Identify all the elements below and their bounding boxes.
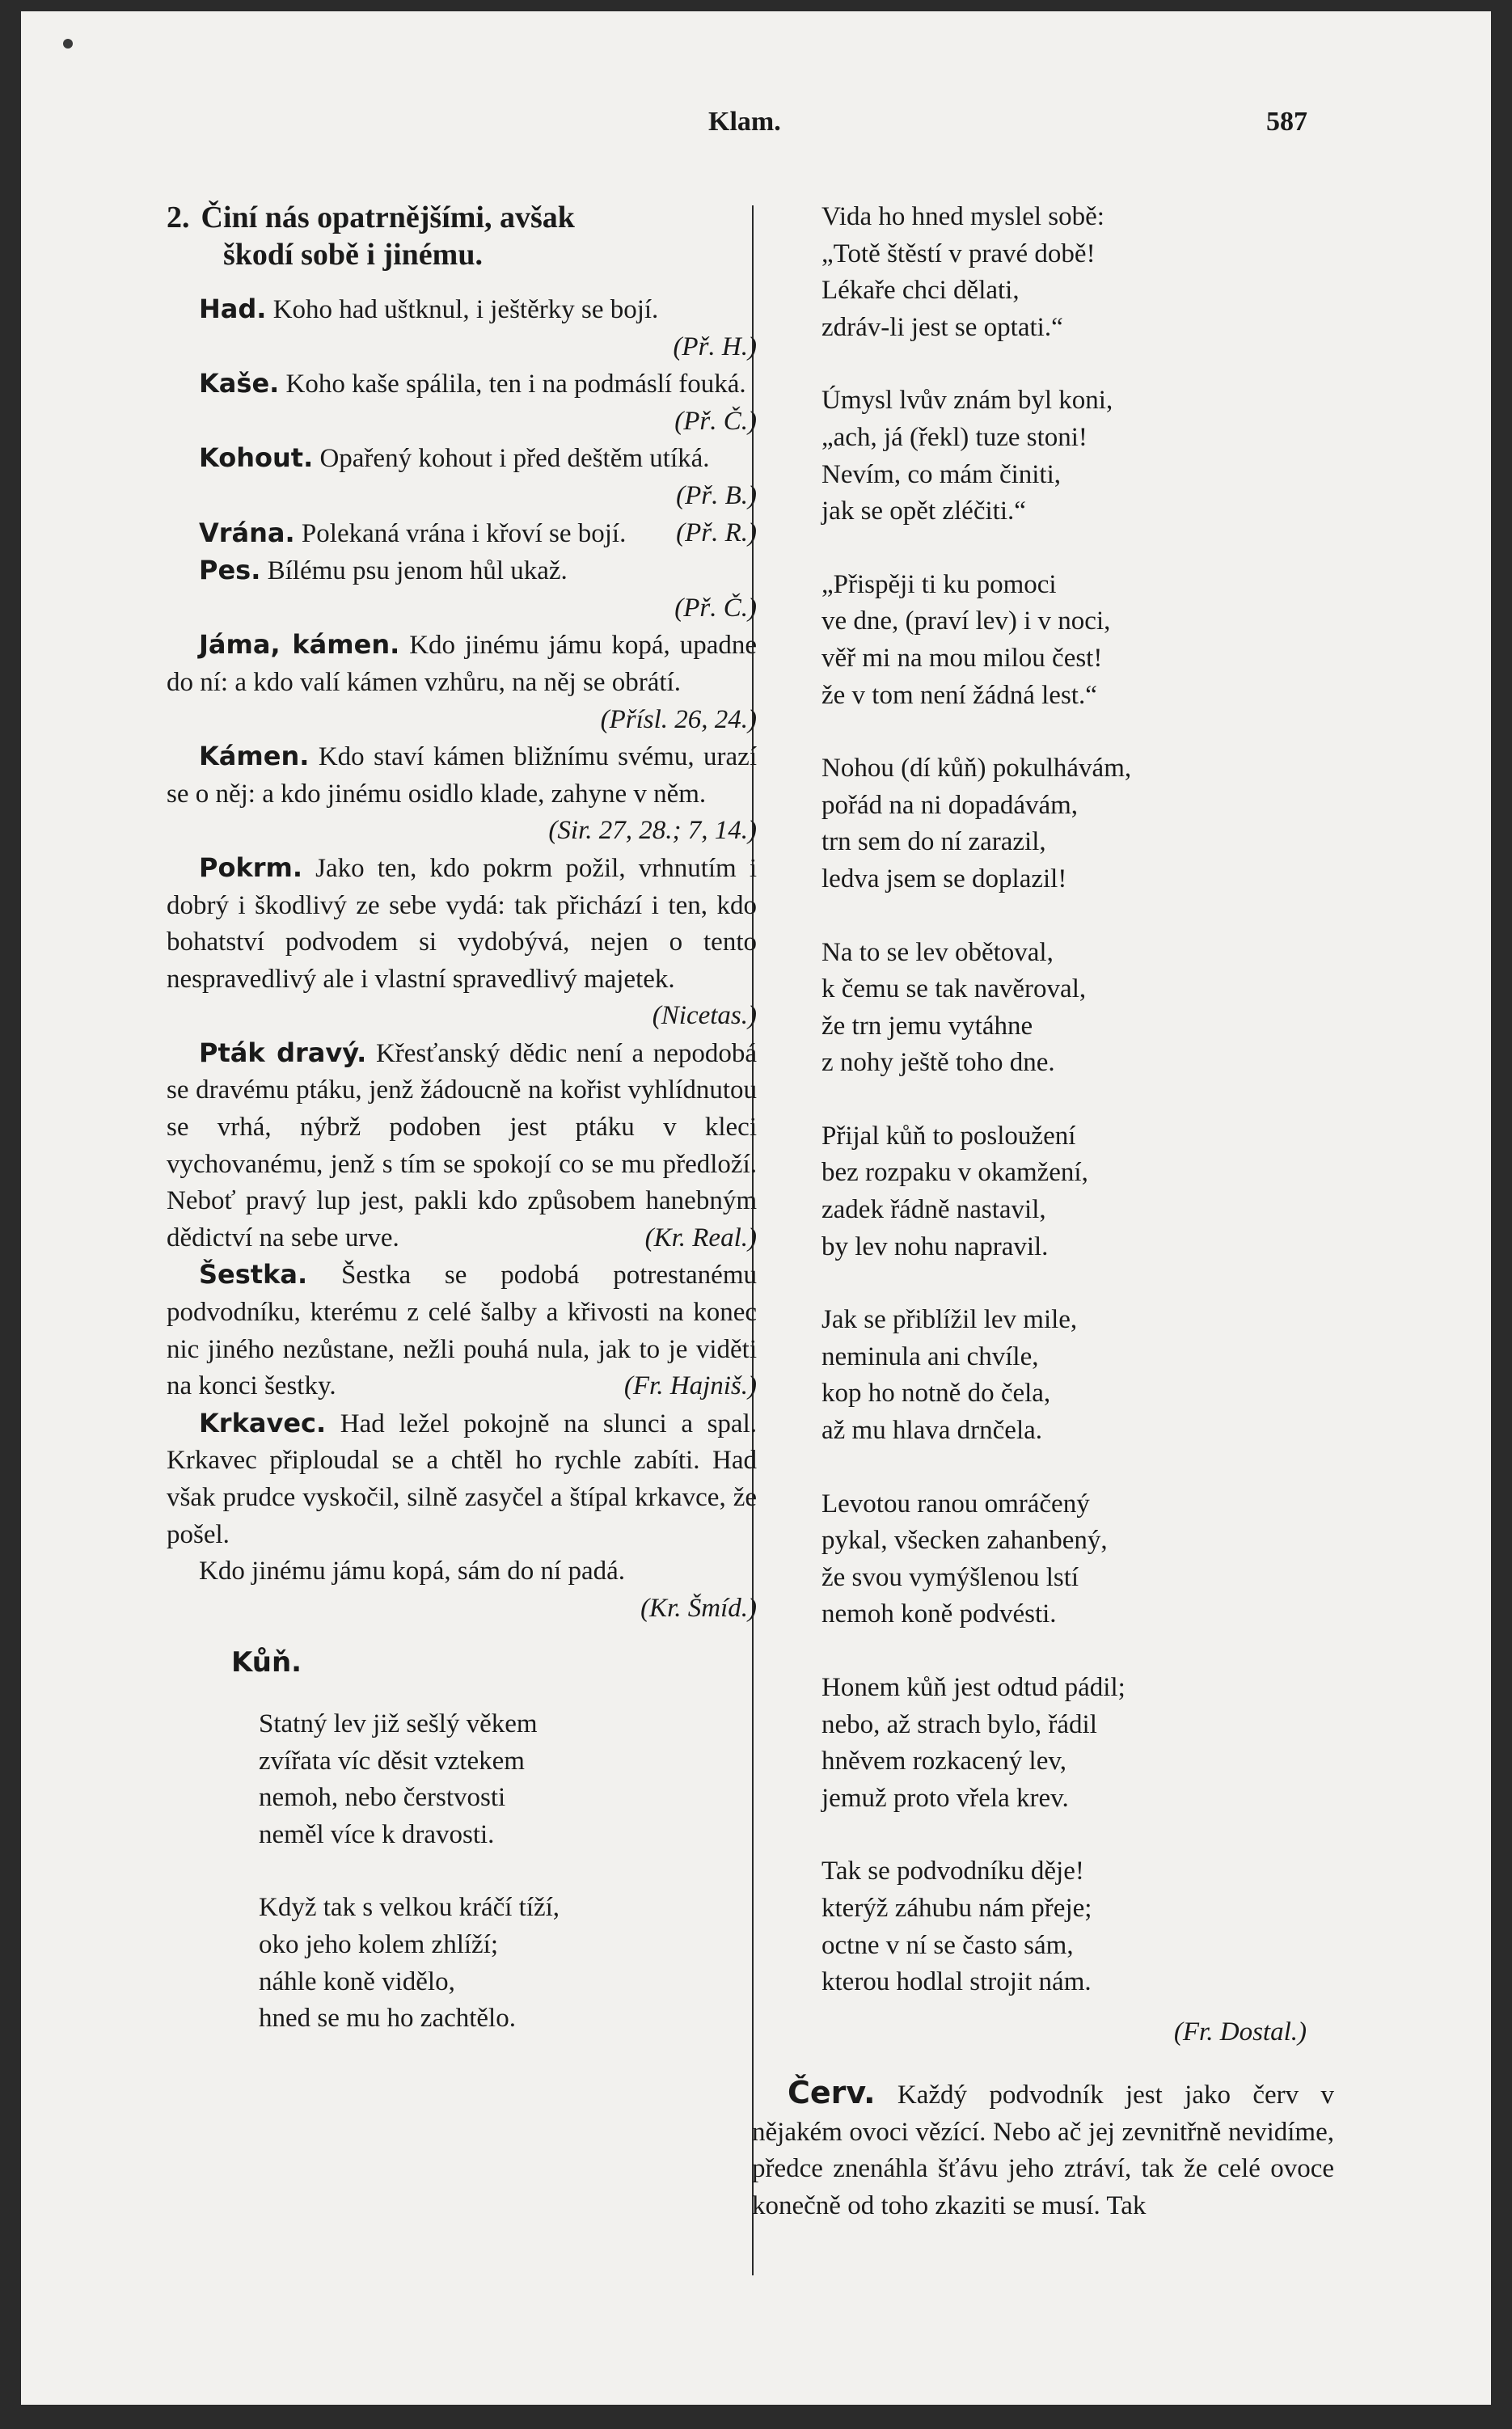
- poem-stanza-left-2: Když tak s velkou kráčí tíží, oko jeho kolem zhlíží; náhle koně vidělo, hned se mu ho zachtělo.: [259, 1893, 560, 2034]
- poem-stanza-right-2: Úmysl lvův znám byl koni, „ach, já (řekl) tuze stoni! Nevím, co mám činiti, jak se opět zléčiti.“: [821, 386, 1113, 526]
- entry-jama-kamen: Jáma, kámen. Kdo jinému jámu kopá, upadne do ní: a kdo valí kámen vzhůru, na něj se obrátí. (Přísl. 26, 24.): [167, 629, 758, 734]
- poem-stanza-right-1: Vida ho hned myslel sobě: „Totě štěstí v pravé době! Lékaře chci dělati, zdráv-li jest se optati.“: [821, 202, 1104, 342]
- poem-stanza-right-8: Levotou ranou omráčený pykal, všecken zahanbený, že svou vymýšlenou lstí nemoh koně podvésti.: [821, 1489, 1108, 1629]
- poem-stanza-right-3: „Přispěji ti ku pomoci ve dne, (praví lev) i v noci, věř mi na mou milou čest! že v tom není žádná lest.“: [821, 569, 1111, 710]
- poem-stanza-right-5: Na to se lev obětoval, k čemu se tak navěroval, že trn jemu vytáhne z nohy ještě toho dne.: [821, 937, 1087, 1078]
- running-head: [21, 107, 1491, 139]
- poem-stanza-right-4: Nohou (dí kůň) pokulhávám, pořád na ni dopadávám, trn sem do ní zarazil, ledva jsem se doplazil!: [821, 754, 1132, 893]
- poem-stanza-right-9: Honem kůň jest odtud pádil; nebo, až strach bylo, řádil hněvem rozkacený lev, jemuž proto vřela krev.: [821, 1673, 1126, 1813]
- book-page: [21, 11, 1491, 2405]
- entry-vrana: Vrána. Polekaná vrána i křoví se bojí. (Př. R.): [199, 517, 757, 548]
- poem-stanza-right-6: Přijal kůň to posloužení bez rozpaku v okamžení, zadek řádně nastavil, by lev nohu napravil.: [821, 1121, 1088, 1261]
- poem-stanza-right-7: Jak se přiblížil lev mile, neminula ani chvíle, kop ho notně do čela, až mu hlava drnčela.: [821, 1305, 1078, 1446]
- page-number: 587: [1266, 107, 1307, 137]
- entry-ptak-dravy: Pták dravý. Křesťanský dědic není a nepodobá se dravému ptáku, jenž žádoucně na kořist vyhlídnutou se vrhá, nýbrž podoben jest ptáku v kleci vychovanému, jenž s tím se spokojí co se mu předloží. Neboť pravý lup jest, pakli kdo způsobem hanebným dědictví na sebe urve. (Kr. Real.): [167, 1037, 757, 1253]
- poem-title: Kůň.: [231, 1646, 302, 1679]
- entry-cerv: Červ. Každý podvodník jest jako červ v nějakém ovoci vězící. Nebo ač jej zevnitřně nevidíme, předce znenáhla šťávu jeho ztráví, tak že celé ovoce konečně od toho zkaziti se musí. Tak: [752, 2075, 1335, 2220]
- entry-kase: Kaše. Koho kaše spálila, ten i na podmáslí fouká. (Př. Č.): [199, 368, 757, 436]
- entry-kohout: Kohout. Opařený kohout i před deštěm utíká. (Př. B.): [199, 442, 757, 510]
- right-column: [821, 199, 1307, 2051]
- entry-had: Had. Koho had uštknul, i ještěrky se bojí. (Př. H.): [199, 294, 757, 361]
- poem-stanza-right-10: Tak se podvodníku děje! kterýž záhubu nám přeje; octne v ní se často sám, kterou hodlal strojit nám.: [821, 1857, 1092, 1997]
- entry-krkavec: Krkavec. Had ležel pokojně na slunci a spal. Krkavec připloudal se a chtěl ho rychle zabíti. Had však prudce vyskočil, silně zasyčel a štípal krkavce, že pošel.: [167, 1407, 757, 1549]
- poem-attribution: (Fr. Dostal.): [1173, 2017, 1307, 2047]
- entry-krkavec-moral: Kdo jinému jámu kopá, sám do ní padá. (Kr. Šmíd.): [199, 1557, 757, 1623]
- entry-sestka: Šestka. Šestka se podobá potrestanému podvodníku, kterému z celé šalby a křivosti na konec nic jiného nezůstane, nežli pouhá nula, jak to je viděti na konci šestky. (Fr. Hajniš.): [167, 1259, 757, 1401]
- entry-pes-source: (Př. Č.): [674, 593, 757, 623]
- entry-kamen: Kámen. Kdo staví kámen bližnímu svému, urazí se o něj: a kdo jinému osidlo klade, zahyne v něm.: [167, 741, 757, 809]
- print-speck: [63, 39, 73, 49]
- entry-pokrm: Pokrm. Jako ten, kdo pokrm požil, vrhnutím i dobrý i škodlivý ze sebe vydá: tak přichází i ten, kdo bohatství podvodem si vydobývá, nejen o tento nespravedlivý ale i vlastní spravedlivý majetek. (Nicetas.): [167, 851, 758, 1031]
- running-title: Klam.: [708, 107, 781, 137]
- entry-kamen-source: (Sir. 27, 28.; 7, 14.): [548, 816, 757, 846]
- entry-pes: Pes. Bílému psu jenom hůl ukaž.: [199, 555, 568, 586]
- section-heading: 2. Činí nás opatrnějšími, avšak škodí sobě i jinému.: [167, 201, 575, 272]
- left-column: [167, 199, 757, 2074]
- poem-stanza-left-1: Statný lev již sešlý věkem zvířata víc děsit vztekem nemoh, nebo čerstvosti neměl více k dravosti.: [259, 1709, 538, 1849]
